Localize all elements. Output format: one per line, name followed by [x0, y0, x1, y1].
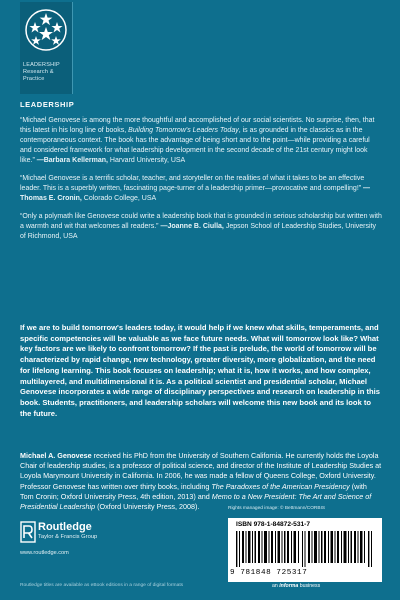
endorsements — [20, 116, 382, 250]
category-heading: LEADERSHIP — [20, 100, 75, 109]
endorsement-quote — [20, 212, 382, 242]
quote-author: —Joanne B. Ciulla, — [160, 223, 224, 230]
publisher-group: Taylor & Francis Group — [38, 534, 98, 540]
image-rights: Rights managed image: © Bettmann/CORBIS — [228, 506, 326, 511]
series-name: LEADERSHIP — [23, 62, 60, 68]
isbn-label: ISBN 978-1-84872-531-7 — [236, 521, 311, 528]
quote-text: “Michael Genovese is among the more thoughtful and accomplished of our social scientists. No surprise, then, that this latest in his long line of books, — [20, 117, 375, 134]
book-description: If we are to build tomorrow's leaders today, it would help if we knew what skills, temperaments, and specific competencies will be valuable as we face future needs. What will tomorrow look like? What key factors are we likely to confront tomorrow? If the past is prelude, the world of tomorrow will be characterized by rapid change, new technology, greater diversity, more globalization, and the need for lifelong learning. This book focuses on leadership; what it is, how it works, and how complex, multilayered, and multidimensional it is. As a political scientist and presidential scholar, Michael Genovese incorporates a wide range of disciplinary perspectives and research on leadership in this book. Students, practitioners, and leadership scholars will welcome this new book and its look to the future. — [20, 323, 380, 418]
ebook-note: Routledge titles are available as eBook editions in a range of digital formats — [20, 583, 184, 588]
informa-suffix: business — [298, 583, 321, 589]
quote-affiliation: Jepson School of Leadership Studies, University of Richmond, USA — [20, 223, 377, 240]
series-subtitle: Research & Practice — [23, 69, 54, 82]
quote-affiliation: Harvard University, USA — [109, 157, 186, 164]
barcode-number: 9 781848 725317 — [230, 569, 308, 577]
author-name: Michael A. Genovese — [20, 451, 92, 460]
bio-text: received his PhD from the University of Southern California. He currently holds the Loyola Chair of leadership studies, is a professor of political science, and director of the Institute of Leadership Studies at Loyola Marymount University in California. In 2006, he was made a fellow of Queens College, Oxford University. Professor Genovese has written over thirty books, including — [20, 451, 382, 491]
quote-author: —Barbara Kellerman, — [36, 157, 108, 164]
bio-text: (Oxford University Press, 2008). — [95, 502, 200, 512]
quote-text: , is as grounded in the classics as in the contemporaneous context. The book has the advantage of being short and to the point—while providing a careful and considered framework for what leadership development in the second decade of the 21st century might look like.” — [20, 127, 370, 164]
author-bio — [20, 451, 382, 512]
publisher-block — [20, 521, 200, 561]
endorsement-quote — [20, 116, 382, 166]
quote-text: “Michael Genovese is a terrific scholar, teacher, and storyteller on the realities of what it takes to be an effective leader. This is a superbly written, fascinating page-turner of a leadership primer—provocative and compelling!” — [20, 175, 365, 192]
informa-prefix: an — [272, 583, 280, 589]
quote-text: “Only a polymath like Genovese could write a leadership book that is grounded in serious scholarship but written with a warmth and wit that welcomes all readers.” — [20, 213, 382, 230]
bio-text: (with Tom Cronin; Oxford University Press, 4th edition, 2013) and — [20, 481, 367, 501]
informa-brand: informa — [279, 583, 299, 589]
star-seal-icon — [24, 8, 68, 52]
quote-affiliation: Colorado College, USA — [83, 195, 157, 202]
barcode-icon — [236, 531, 374, 567]
informa-tagline — [272, 583, 320, 589]
book-title: Building Tomorrow's Leaders Today — [128, 127, 239, 134]
bio-book-title: Memo to a New President: The Art and Science of Presidential Leadership — [20, 491, 372, 512]
publisher-website: www.routledge.com — [20, 550, 69, 556]
routledge-logo-icon — [20, 521, 36, 545]
series-logo — [20, 2, 73, 94]
series-label — [23, 62, 73, 83]
quote-author: —Thomas E. Cronin, — [20, 185, 371, 202]
publisher-name: Routledge — [38, 521, 92, 533]
endorsement-quote — [20, 174, 382, 204]
bio-book-title: The Paradoxes of the American Presidency — [211, 481, 350, 491]
isbn-barcode-box — [228, 518, 382, 582]
